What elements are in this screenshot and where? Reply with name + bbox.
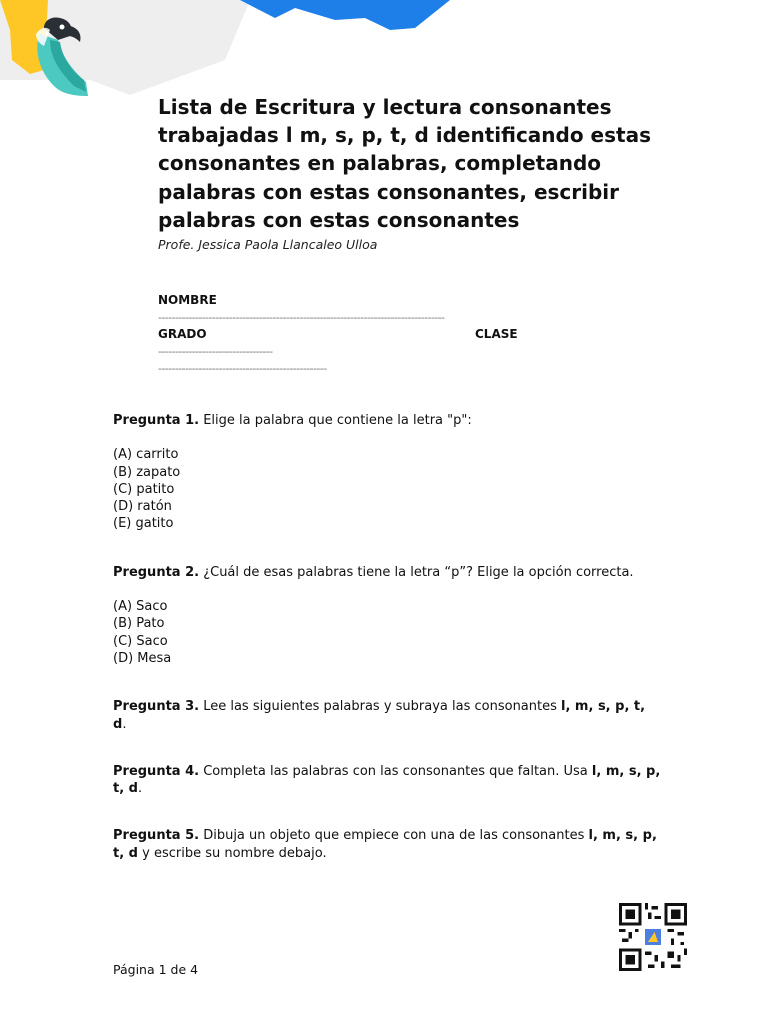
question-body: ¿Cuál de esas palabras tiene la letra “p”? Elige la opción correcta. — [199, 564, 634, 580]
grado-label: GRADO — [158, 327, 207, 341]
question-body: Completa las palabras con las consonantes que faltan. Usa — [199, 763, 592, 779]
question-text — [113, 412, 663, 429]
question-2 — [113, 564, 663, 667]
student-info-fields — [158, 292, 658, 377]
question-tail: y escribe su nombre debajo. — [137, 845, 327, 861]
clase-label: CLASE — [475, 327, 518, 341]
question-body: Elige la palabra que contiene la letra "p": — [199, 413, 472, 428]
question-tail: . — [137, 781, 143, 797]
question-text — [113, 763, 663, 798]
header-decoration — [0, 0, 768, 100]
question-body: Lee las siguientes palabras y subraya las consonantes — [199, 699, 562, 715]
nombre-label: NOMBRE — [158, 293, 217, 307]
option-d[interactable]: (D) Mesa — [113, 650, 172, 666]
qr-code-icon[interactable] — [619, 903, 687, 971]
question-4 — [113, 763, 663, 798]
option-c[interactable]: (C) Saco — [113, 633, 168, 649]
option-b[interactable]: (B) zapato — [113, 464, 181, 480]
option-e[interactable]: (E) gatito — [113, 516, 174, 532]
page-number: Página 1 de 4 — [113, 962, 199, 977]
grado-clase-row — [158, 326, 658, 343]
question-text — [113, 827, 663, 862]
consonant-list: l, m, s, p, t, d — [113, 828, 657, 861]
question-1 — [113, 412, 663, 533]
question-tail: . — [122, 716, 127, 732]
nombre-line: ------------------------------------------------------------------------------------- — [158, 311, 445, 324]
option-a[interactable]: (A) carrito — [113, 447, 179, 463]
option-d[interactable]: (D) ratón — [113, 499, 172, 515]
consonant-list: l, m, s, p, t, d — [113, 763, 661, 797]
clase-line: -------------------------------------------------- — [158, 362, 327, 375]
question-list — [113, 412, 663, 862]
option-list — [113, 598, 663, 667]
author-name: Profe. Jessica Paola Llancaleo Ulloa — [158, 237, 378, 253]
page-title: Lista de Escritura y lectura consonantes trabajadas l m, s, p, t, d identificando estas consonantes en palabras, completando palabras con estas consonantes, escribir palabras con estas consonantes — [158, 95, 651, 232]
option-b[interactable]: (B) Pato — [113, 616, 165, 632]
question-label: Pregunta 2. — [113, 564, 200, 580]
question-5 — [113, 827, 663, 862]
question-text — [113, 698, 663, 733]
option-c[interactable]: (C) patito — [113, 481, 175, 497]
question-label: Pregunta 5. — [113, 828, 200, 844]
question-text — [113, 564, 663, 581]
document-header — [158, 93, 678, 252]
question-label: Pregunta 3. — [113, 699, 200, 715]
grado-line: ---------------------------------- — [158, 345, 273, 358]
question-3 — [113, 698, 663, 733]
option-a[interactable]: (A) Saco — [113, 599, 168, 615]
option-list — [113, 446, 663, 532]
consonant-list: l, m, s, p, t, d — [113, 699, 646, 732]
question-label: Pregunta 1. — [113, 413, 200, 428]
question-label: Pregunta 4. — [113, 763, 200, 779]
question-body: Dibuja un objeto que empiece con una de las consonantes — [199, 828, 589, 844]
